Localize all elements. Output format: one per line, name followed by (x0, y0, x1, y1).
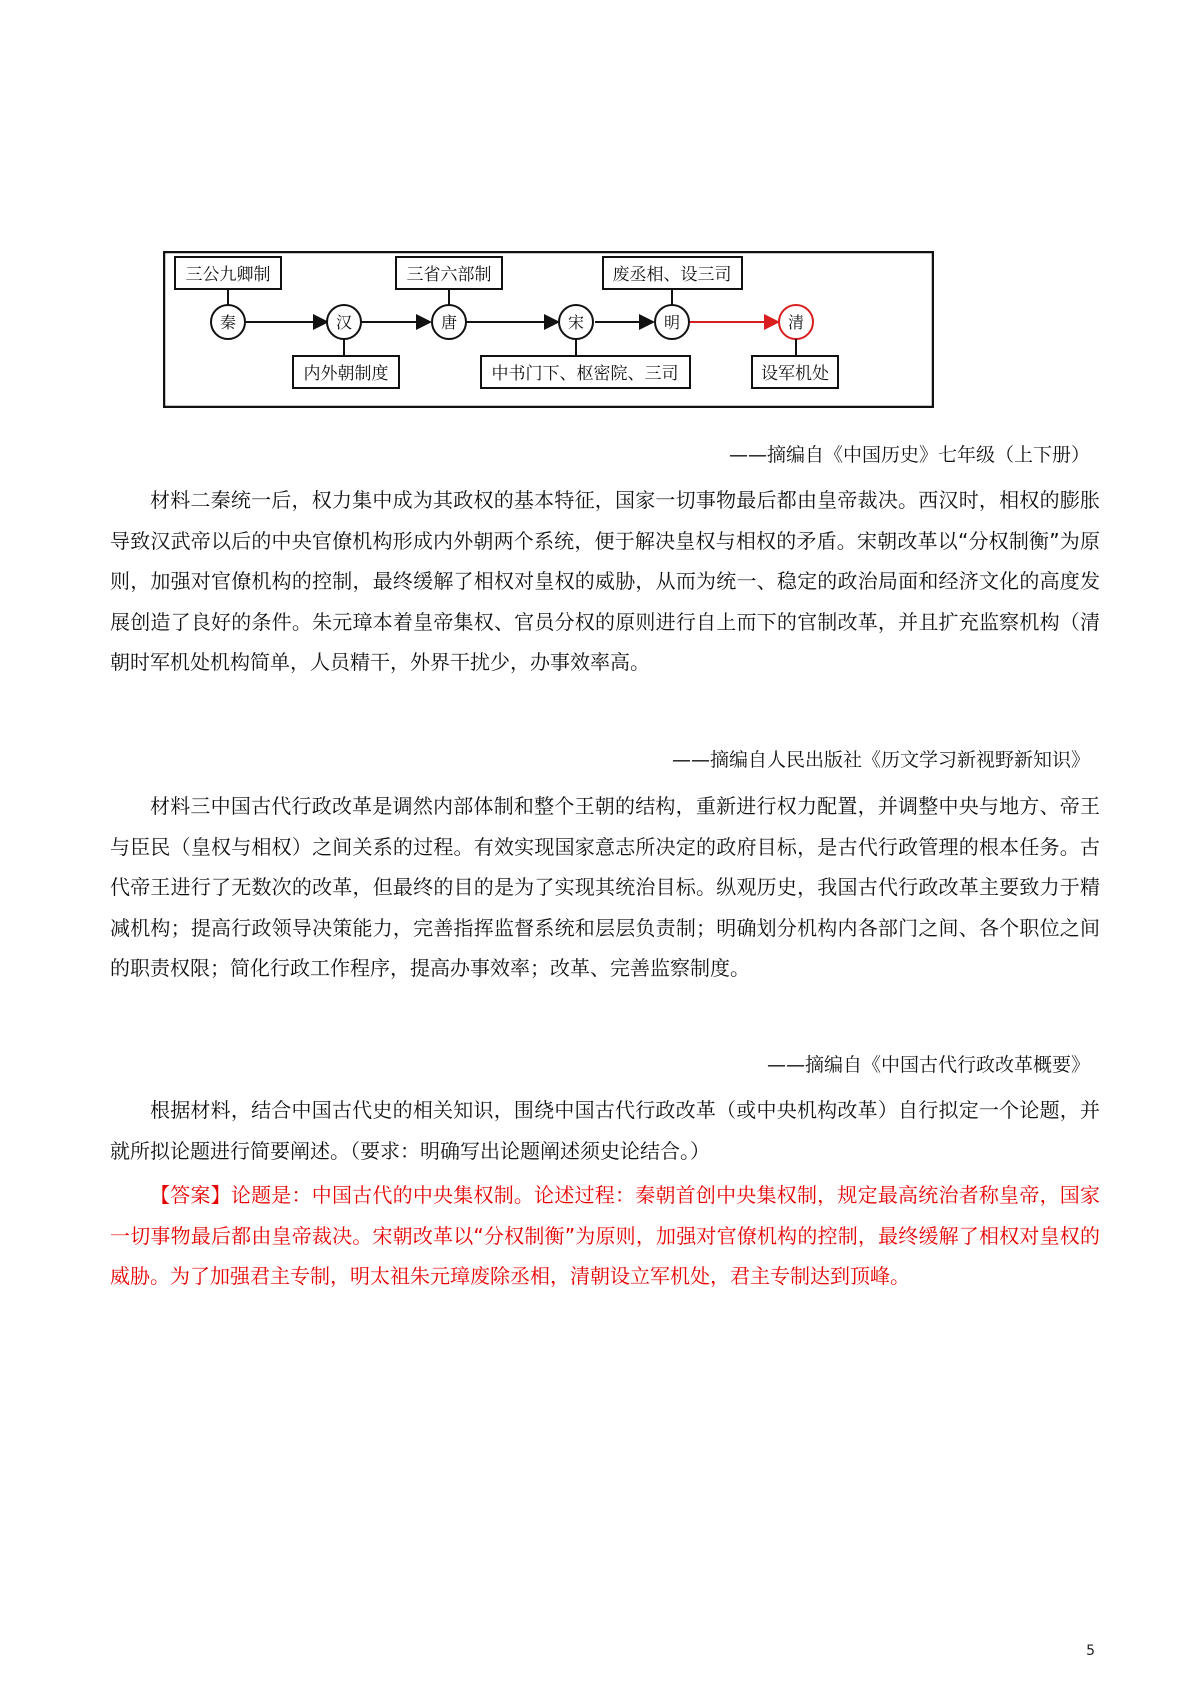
dynasty-ming (655, 305, 689, 339)
material-three-paragraph: 材料三中国古代行政改革是调然内部体制和整个王朝的结构，重新进行权力配置，并调整中央与地方、帝王与臣民（皇权与相权）之间关系的过程。有效实现国家意志所决定的政府目标，是古代行政管理的根本任务。古代帝王进行了无数次的改革，但最终的目的是为了实现其统治目标。纵观历史，我国古代行政改革主要致力于精减机构；提高行政领导决策能力，完善指挥监督系统和层层负责制；明确划分机构内各部门之间、各个职位之间的职责权限；简化行政工作程序，提高办事效率；改革、完善监察制度。 (110, 794, 1100, 980)
dynasty-tang-label: 唐 (440, 313, 458, 332)
top-box-3-label: 废丞相、设三司 (612, 265, 732, 285)
material-two-paragraph: 材料二秦统一后，权力集中成为其政权的基本特征，国家一切事物最后都由皇帝裁决。西汉时，相权的膨胀导致汉武帝以后的中央官僚机构形成内外朝两个系统，便于解决皇权与相权的矛盾。宋朝改革以“分权制衡”为原则，加强对官僚机构的控制，最终缓解了相权对皇权的威胁，从而为统一、稳定的政治局面和经济文化的高度发展创造了良好的条件。朱元璋本着皇帝集权、官员分权的原则进行自上而下的官制改革，并且扩充监察机构（清朝时军机处机构简单，人员精干，外界干扰少，办事效率高。 (110, 488, 1100, 674)
dynasty-song-label: 宋 (567, 313, 585, 332)
source-citation-1: ——摘编自《中国历史》七年级（上下册） (728, 444, 1090, 466)
diagram-svg (163, 251, 934, 408)
dynasty-ming-label: 明 (663, 313, 681, 332)
dynasty-tang (432, 305, 466, 339)
top-box-2 (396, 257, 502, 289)
dynasty-qing-label: 清 (787, 313, 805, 332)
dynasty-han (327, 305, 361, 339)
answer-paragraph (110, 1175, 1100, 1297)
dynasty-qin (211, 305, 245, 339)
bottom-box-3-label: 设军机处 (761, 364, 829, 384)
dynasty-qin-label: 秦 (219, 313, 237, 332)
source-citation-2: ——摘编自人民出版社《历文学习新视野新知识》 (671, 749, 1090, 771)
question-paragraph: 根据材料，结合中国古代史的相关知识，围绕中国古代行政改革（或中央机构改革）自行拟定一个论题，并就所拟论题进行简要阐述。（要求：明确写出论题阐述须史论结合。） (110, 1098, 1100, 1163)
dynasty-flow-diagram (163, 251, 934, 408)
answer-text: 论题是：中国古代的中央集权制。论述过程：秦朝首创中央集权制，规定最高统治者称皇帝，国家一切事物最后都由皇帝裁决。宋朝改革以“分权制衡”为原则，加强对官僚机构的控制，最终缓解了相权对皇权的威胁。为了加强君主专制，明太祖朱元璋废除丞相，清朝设立军机处，君主专制达到顶峰。 (110, 1183, 1101, 1288)
dynasty-qing (779, 305, 813, 339)
answer-tag: 【答案】 (150, 1183, 231, 1207)
bottom-box-2-label: 中书门下、枢密院、三司 (491, 364, 679, 384)
top-box-3 (603, 257, 742, 289)
top-box-2-label: 三省六部制 (406, 265, 492, 285)
top-box-1 (175, 257, 281, 289)
bottom-box-2 (481, 356, 690, 388)
bottom-box-1-label: 内外朝制度 (303, 364, 389, 384)
dynasty-song (559, 305, 593, 339)
bottom-box-1 (293, 356, 399, 388)
top-box-1-label: 三公九卿制 (185, 265, 271, 285)
source-citation-3: ——摘编自《中国古代行政改革概要》 (766, 1054, 1090, 1076)
dynasty-han-label: 汉 (335, 313, 353, 332)
page-number: 5 (1086, 1643, 1095, 1659)
bottom-box-3 (752, 356, 838, 388)
